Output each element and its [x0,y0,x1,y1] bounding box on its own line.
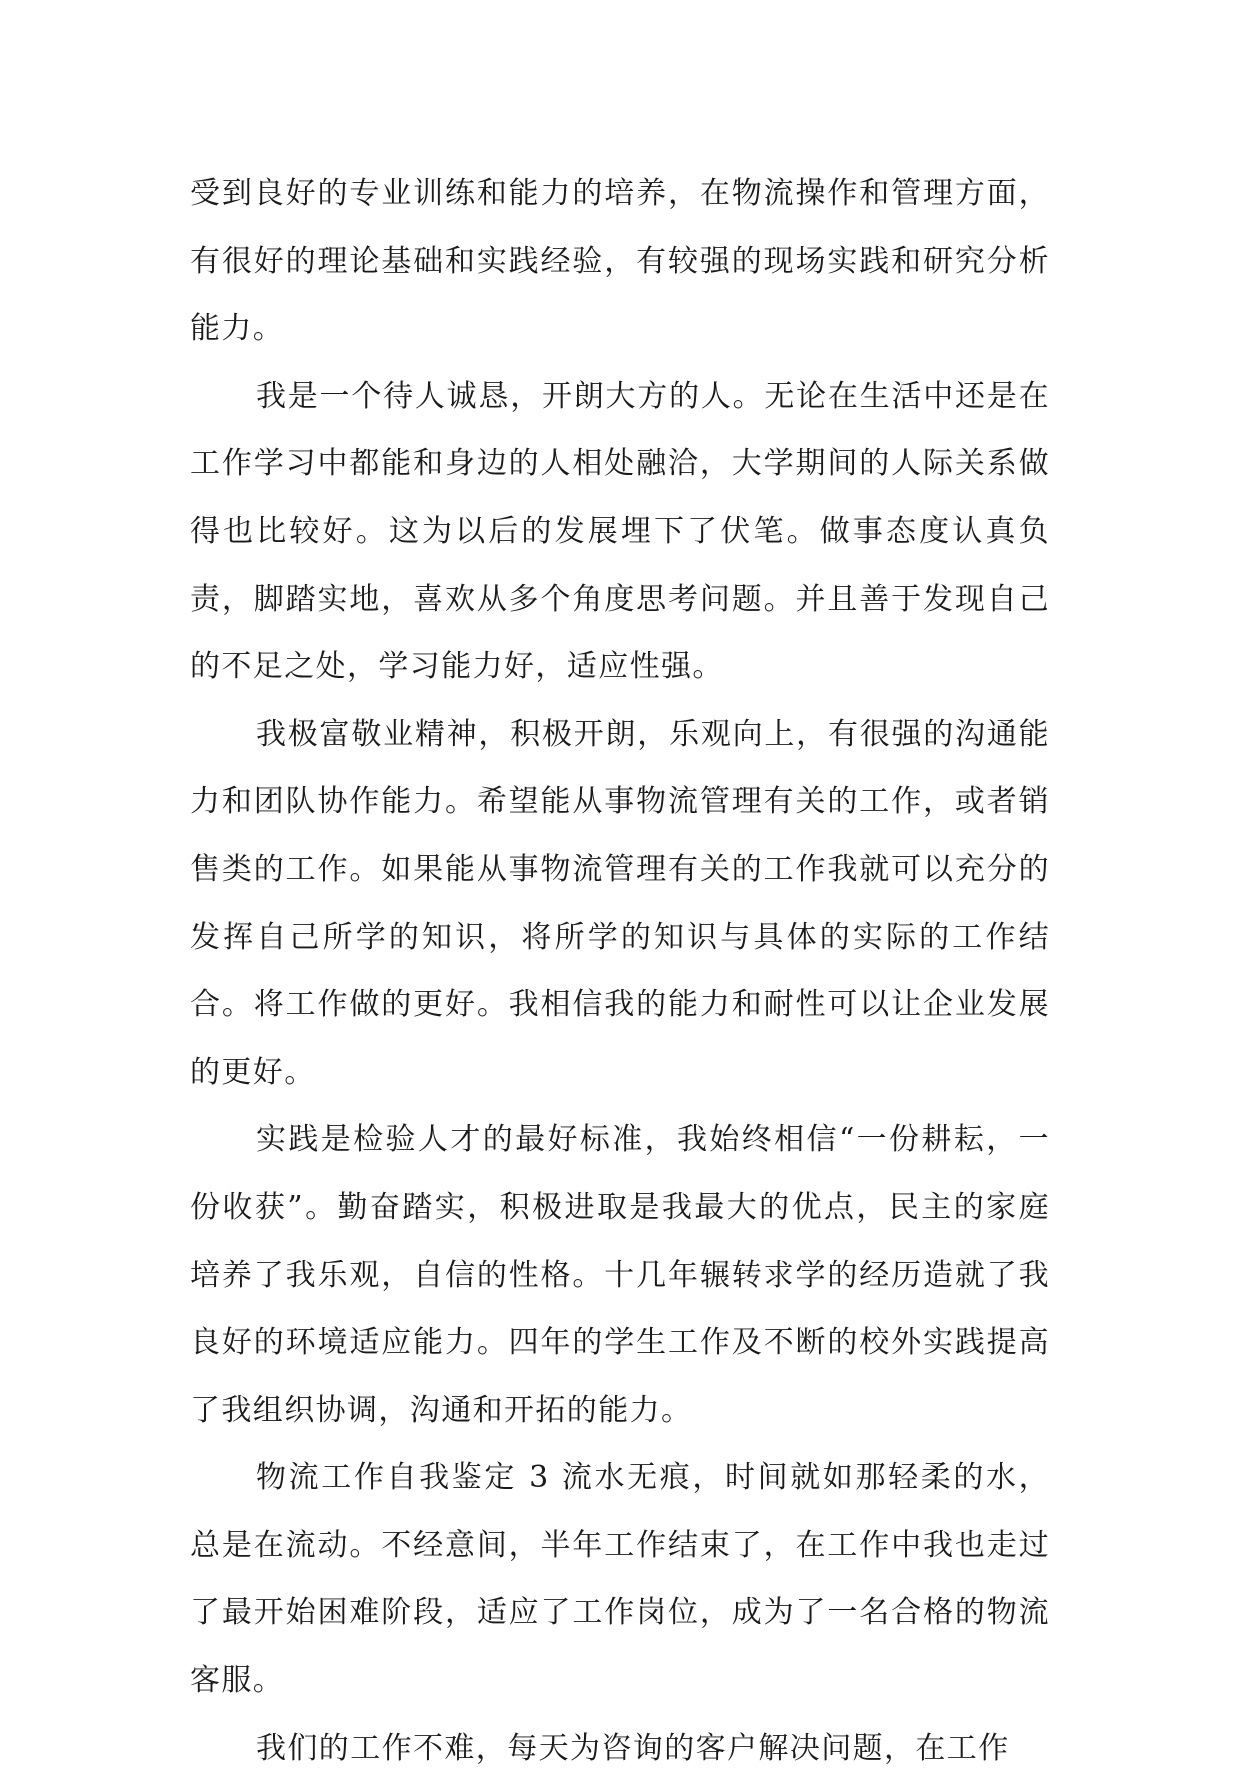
document-body [190,160,1050,1782]
paragraph-4: 实践是检验人才的最好标准，我始终相信“一份耕耘，一份收获”。勤奋踏实，积极进取是我最大的优点，民主的家庭培养了我乐观，自信的性格。十几年辗转求学的经历造就了我良好的环境适应能力。四年的学生工作及不断的校外实践提高了我组织协调，沟通和开拓的能力。 [190,1122,1050,1428]
paragraph-1: 受到良好的专业训练和能力的培养，在物流操作和管理方面，有很好的理论基础和实践经验，有较强的现场实践和研究分析能力。 [190,176,1050,347]
paragraph-5: 物流工作自我鉴定 3 流水无痕，时间就如那轻柔的水，总是在流动。不经意间，半年工作结束了，在工作中我也走过了最开始困难阶段，适应了工作岗位，成为了一名合格的物流客服。 [190,1460,1050,1699]
paragraph-2: 我是一个待人诚恳，开朗大方的人。无论在生活中还是在工作学习中都能和身边的人相处融洽，大学期间的人际关系做得也比较好。这为以后的发展埋下了伏笔。做事态度认真负责，脚踏实地，喜欢从多个角度思考问题。并且善于发现自己的不足之处，学习能力好，适应性强。 [190,378,1050,685]
paragraph-3: 我极富敬业精神，积极开朗，乐观向上，有很强的沟通能力和团队协作能力。希望能从事物流管理有关的工作，或者销售类的工作。如果能从事物流管理有关的工作我就可以充分的发挥自己所学的知识，将所学的知识与具体的实际的工作结合。将工作做的更好。我相信我的能力和耐性可以让企业发展的更好。 [190,716,1050,1090]
paragraph-6: 我们的工作不难，每天为咨询的客户解决问题，在工作 [256,1730,1010,1766]
